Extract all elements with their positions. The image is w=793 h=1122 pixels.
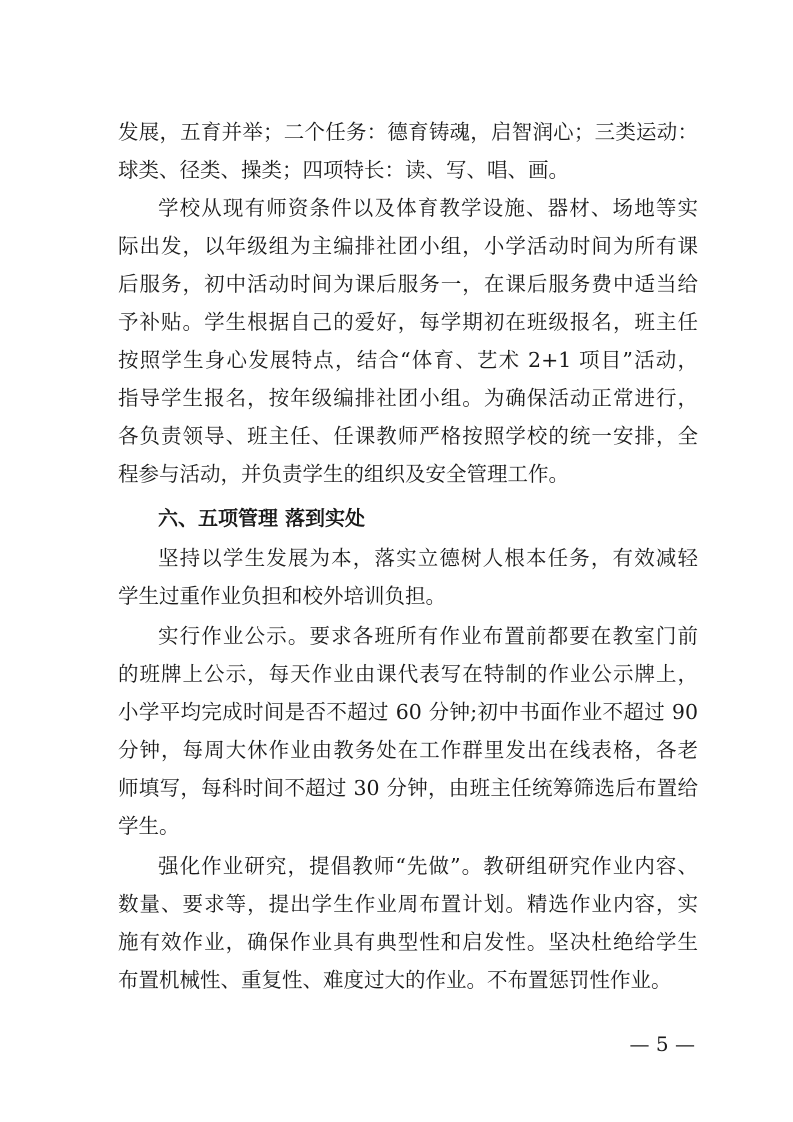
paragraph-line: 发展，五育并举；二个任务：德育铸魂，启智润心；三类运动： bbox=[118, 120, 698, 144]
page-number: — 5 — bbox=[629, 1032, 695, 1056]
paragraph-line: 学校从现有师资条件以及体育教学设施、器材、场地等实 bbox=[158, 196, 698, 220]
paragraph-line: 坚持以学生发展为本，落实立德树人根本任务，有效减轻 bbox=[158, 546, 698, 570]
paragraph-line: 球类、径类、操类；四项特长：读、写、唱、画。 bbox=[118, 158, 569, 182]
paragraph-line: 布置机械性、重复性、难度过大的作业。不布置惩罚性作业。 bbox=[118, 968, 672, 992]
paragraph-line: 指导学生报名，按年级编排社团小组。为确保活动正常进行， bbox=[118, 386, 698, 410]
paragraph-line: 施有效作业，确保作业具有典型性和启发性。坚决杜绝给学生 bbox=[118, 930, 698, 954]
paragraph-line: 数量、要求等，提出学生作业周布置计划。精选作业内容，实 bbox=[118, 892, 698, 916]
paragraph-line: 予补贴。学生根据自己的爱好，每学期初在班级报名，班主任 bbox=[118, 310, 698, 334]
paragraph-line: 程参与活动，并负责学生的组织及安全管理工作。 bbox=[118, 462, 569, 486]
paragraph-line: 各负责领导、班主任、任课教师严格按照学校的统一安排，全 bbox=[118, 424, 698, 448]
paragraph-line: 分钟，每周大休作业由教务处在工作群里发出在线表格，各老 bbox=[118, 738, 698, 762]
paragraph-line: 的班牌上公示，每天作业由课代表写在特制的作业公示牌上， bbox=[118, 662, 698, 686]
paragraph-line: 小学平均完成时间是否不超过 60 分钟;初中书面作业不超过 90 bbox=[118, 700, 698, 724]
paragraph-line: 师填写，每科时间不超过 30 分钟，由班主任统筹筛选后布置给 bbox=[118, 776, 698, 800]
paragraph-line: 际出发，以年级组为主编排社团小组，小学活动时间为所有课 bbox=[118, 234, 698, 258]
paragraph-line: 实行作业公示。要求各班所有作业布置前都要在教室门前 bbox=[158, 624, 698, 648]
paragraph-line: 强化作业研究，提倡教师“先做”。教研组研究作业内容、 bbox=[158, 854, 698, 878]
paragraph-line: 按照学生身心发展特点，结合“体育、艺术 2+1 项目”活动， bbox=[118, 348, 698, 372]
section-heading: 六、五项管理 落到实处 bbox=[158, 506, 365, 530]
paragraph-line: 学生过重作业负担和校外培训负担。 bbox=[118, 584, 446, 608]
paragraph-line: 学生。 bbox=[118, 814, 180, 838]
paragraph-line: 后服务，初中活动时间为课后服务一，在课后服务费中适当给 bbox=[118, 272, 698, 296]
